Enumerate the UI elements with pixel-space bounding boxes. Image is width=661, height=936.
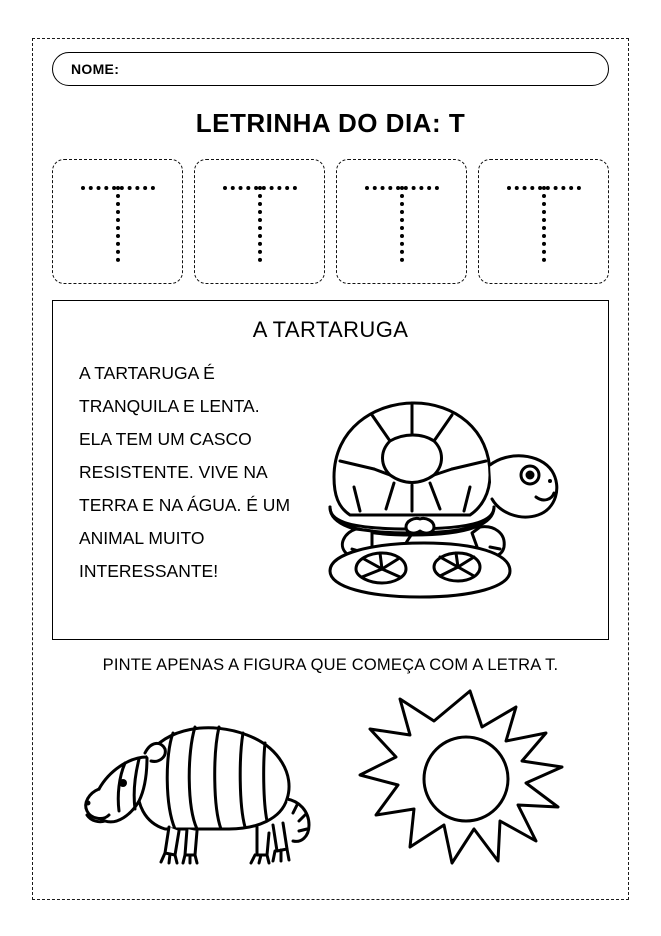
tracing-box-4[interactable]: [478, 159, 609, 284]
turtle-illustration: [294, 357, 594, 607]
name-field[interactable]: [52, 52, 609, 86]
story-box: [52, 300, 609, 640]
tracing-letter-4: [479, 179, 608, 265]
tracing-letter-2: [195, 179, 324, 265]
story-text: A TARTARUGA É TRANQUILA E LENTA. ELA TEM UM CASCO RESISTENTE. VIVE NA TERRA E NA ÁGUA. É UM ANIMAL MUITO INTERESSANTE!: [79, 363, 291, 581]
tracing-box-1[interactable]: [52, 159, 183, 284]
tracing-box-3[interactable]: [336, 159, 467, 284]
tracing-box-2[interactable]: [194, 159, 325, 284]
name-label: NOME:: [71, 61, 120, 77]
page-title: LETRINHA DO DIA: T: [195, 108, 466, 138]
story-body: [67, 357, 594, 607]
worksheet-content: [32, 38, 629, 900]
story-title: A TARTARUGA: [252, 317, 409, 342]
tracing-letter-1: [53, 179, 182, 265]
tracing-row: [52, 159, 609, 284]
figure-armadillo[interactable]: [61, 683, 321, 868]
tracing-letter-3: [337, 179, 466, 265]
figure-sun[interactable]: [340, 683, 600, 868]
figures-row: [52, 683, 609, 868]
instruction-text: PINTE APENAS A FIGURA QUE COMEÇA COM A LETRA T.: [102, 656, 559, 674]
